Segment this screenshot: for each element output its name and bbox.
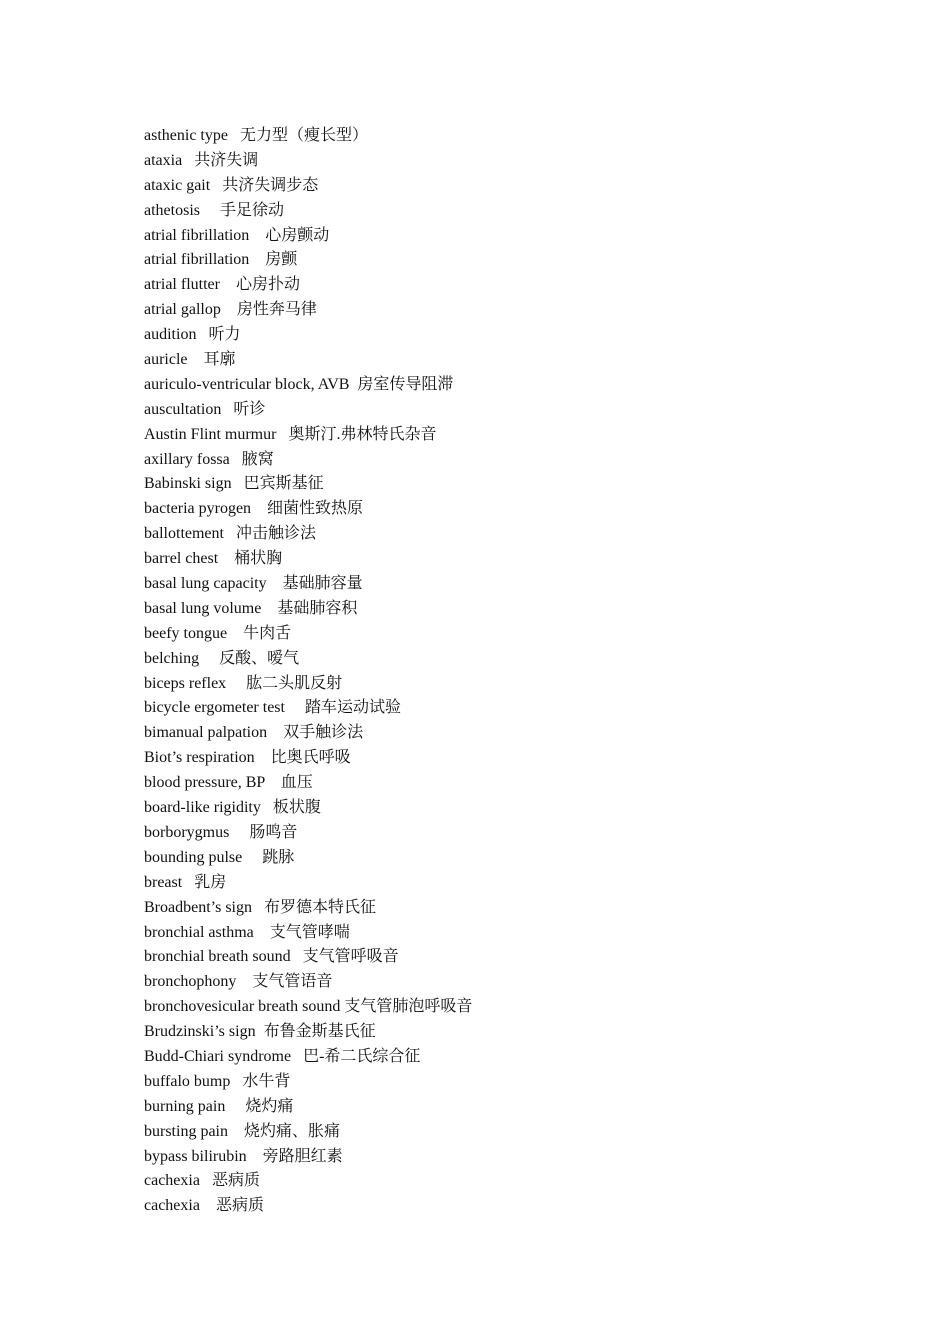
glossary-entry: audition 听力 — [144, 326, 241, 344]
glossary-entry: athetosis 手足徐动 — [144, 201, 284, 219]
glossary-entry: beefy tongue 牛肉舌 — [144, 624, 292, 642]
glossary-entry: barrel chest 桶状胸 — [144, 550, 283, 568]
glossary-entry: auscultation 听诊 — [144, 400, 266, 418]
glossary-entry: cachexia 恶病质 — [144, 1197, 264, 1215]
glossary-entry: auriculo-ventricular block, AVB 房室传导阻滞 — [144, 375, 454, 393]
glossary-entry: Austin Flint murmur 奥斯汀.弗林特氏杂音 — [144, 425, 437, 443]
glossary-entry: bronchophony 支气管语音 — [144, 973, 333, 991]
glossary-entry: basal lung volume 基础肺容积 — [144, 599, 358, 617]
glossary-entry: bacteria pyrogen 细菌性致热原 — [144, 500, 364, 518]
glossary-entry: axillary fossa 腋窝 — [144, 450, 274, 468]
glossary-entry: blood pressure, BP 血压 — [144, 774, 313, 792]
glossary-entry: basal lung capacity 基础肺容量 — [144, 575, 363, 593]
glossary-entry: bimanual palpation 双手触诊法 — [144, 724, 364, 742]
glossary-entry: Brudzinski’s sign 布鲁金斯基氏征 — [144, 1023, 376, 1041]
glossary-list — [144, 124, 844, 1219]
glossary-entry: borborygmus 肠鸣音 — [144, 823, 298, 841]
glossary-entry: Broadbent’s sign 布罗德本特氏征 — [144, 898, 376, 916]
glossary-entry: ataxia 共济失调 — [144, 151, 259, 169]
glossary-entry: ataxic gait 共济失调步态 — [144, 176, 319, 194]
glossary-entry: Budd-Chiari syndrome 巴-希二氏综合征 — [144, 1047, 421, 1065]
glossary-entry: belching 反酸、嗳气 — [144, 649, 300, 667]
glossary-entry: atrial fibrillation 心房颤动 — [144, 226, 330, 244]
glossary-entry: Babinski sign 巴宾斯基征 — [144, 475, 324, 493]
glossary-entry: cachexia 恶病质 — [144, 1172, 260, 1190]
glossary-entry: burning pain 烧灼痛 — [144, 1097, 294, 1115]
glossary-entry: auricle 耳廓 — [144, 351, 236, 369]
glossary-entry: bicycle ergometer test 踏车运动试验 — [144, 699, 401, 717]
glossary-entry: atrial gallop 房性奔马律 — [144, 301, 317, 319]
glossary-entry: bursting pain 烧灼痛、胀痛 — [144, 1122, 340, 1140]
glossary-entry: bronchial asthma 支气管哮喘 — [144, 923, 350, 941]
glossary-entry: ballottement 冲击触诊法 — [144, 525, 316, 543]
glossary-entry: asthenic type 无力型（瘦长型） — [144, 127, 368, 144]
glossary-entry: atrial fibrillation 房颤 — [144, 251, 298, 269]
glossary-entry: biceps reflex 肱二头肌反射 — [144, 674, 343, 692]
glossary-entry: breast 乳房 — [144, 873, 227, 891]
glossary-entry: board-like rigidity 板状腹 — [144, 799, 321, 817]
glossary-entry: buffalo bump 水牛背 — [144, 1072, 291, 1090]
glossary-entry: bypass bilirubin 旁路胆红素 — [144, 1147, 343, 1165]
glossary-entry: bronchovesicular breath sound 支气管肺泡呼吸音 — [144, 998, 473, 1016]
glossary-entry: atrial flutter 心房扑动 — [144, 276, 300, 294]
glossary-entry: Biot’s respiration 比奥氏呼吸 — [144, 749, 351, 767]
glossary-entry: bounding pulse 跳脉 — [144, 848, 295, 866]
glossary-entry: bronchial breath sound 支气管呼吸音 — [144, 948, 399, 966]
